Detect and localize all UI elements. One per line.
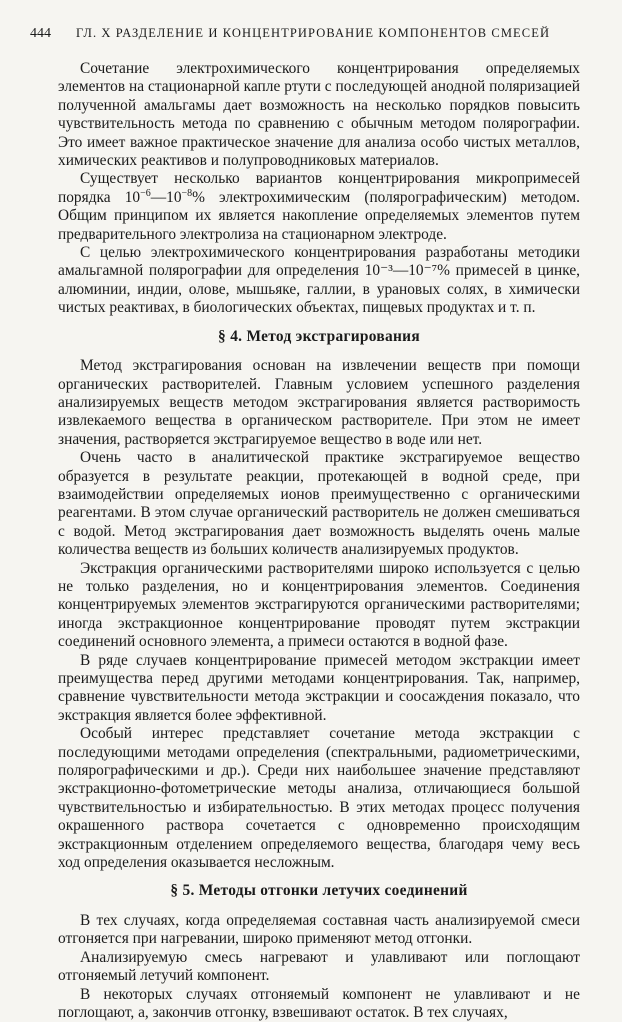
paragraph (58, 170, 580, 244)
paragraph: В некоторых случаях отгоняемый компонент не улавливают и не поглощают, а, закончив отгонку, взвешивают остаток. В тех случаях, (58, 986, 580, 1022)
exponent: −6 (140, 188, 151, 199)
text-run: —10 (151, 189, 182, 206)
paragraph: Очень часто в аналитической практике экстрагируемое вещество образуется в результате реакции, протекающей в водной среде, при взаимодействии определяемых ионов преимущественно с органическими реагентами. В этом случае органический растворитель не должен смешиваться с водой. Метод экстрагирования дает возможность выделять очень малые количества веществ из больших количеств анализируемых продуктов. (58, 449, 580, 559)
section-heading: § 4. Метод экстрагирования (58, 328, 580, 346)
exponent: −8 (182, 188, 193, 199)
paragraph: Сочетание электрохимического концентрирования определяемых элементов на стационарной капле ртути с последующей анодной поляризацией полученной амальгамы дает возможность на несколько порядков повысить чувствительность метода по сравнению с обычным методом полярографии. Это имеет важное практическое значение для анализа особо чистых металлов, химических реактивов и полупроводниковых материалов. (58, 60, 580, 170)
chapter-title: ГЛ. X РАЗДЕЛЕНИЕ И КОНЦЕНТРИРОВАНИЕ КОМПОНЕНТОВ СМЕСЕЙ (76, 26, 550, 41)
page-body (58, 60, 580, 1022)
paragraph: Особый интерес представляет сочетание метода экстракции с последующими методами определения (спектральными, радиометрическими, полярографическими и др.). Среди них наибольшее значение представляют экстракционно-фотометрические методы анализа, отличающиеся большой чувствительностью и избирательностью. В этих методах процесс получения окрашенного раствора сочетается с одновременно происходящим экстракционным отделением определяемого вещества, благодаря чему весь ход определения оказывается несложным. (58, 725, 580, 872)
paragraph: В ряде случаев концентрирование примесей методом экстракции имеет преимущества перед другими методами концентрирования. Так, например, сравнение чувствительности метода экстракции и соосаждения показало, что экстракция является более эффективной. (58, 652, 580, 726)
text-run: % электрохимическим (полярографическим) методом. Общим принципом их является накопление определяемых элементов путем предварительного электролиза на стационарном электроде. (58, 189, 580, 243)
section-heading: § 5. Методы отгонки летучих соединений (58, 882, 580, 900)
paragraph: Метод экстрагирования основан на извлечении веществ при помощи органических растворителей. Главным условием успешного разделения анализируемых веществ методом экстрагирования является растворимость извлекаемого вещества в органическом растворителе. При этом не имеет значения, растворяется экстрагируемое вещество в воде или нет. (58, 357, 580, 449)
page-number: 444 (30, 26, 76, 42)
paragraph: С целью электрохимического концентрирования разработаны методики амальгамной полярографии для определения 10⁻³—10⁻⁷% примесей в цинке, алюминии, индии, олове, мышьяке, галлии, в урановых солях, в химически чистых реактивах, в биологических объектах, пищевых продуктах и т. п. (58, 244, 580, 318)
running-header (30, 26, 582, 42)
paragraph: Экстракция органическими растворителями широко используется с целью не только разделения, но и концентрирования элементов. Соединения концентрируемых элементов экстрагируются органическими растворителями; иногда экстракционное концентрирование проводят путем экстракции соединений основного элемента, а примеси остаются в водной фазе. (58, 560, 580, 652)
text-run: Существует несколько вариантов концентрирования микропримесей порядка 10 (58, 170, 580, 205)
paragraph: Анализируемую смесь нагревают и улавливают или поглощают отгоняемый летучий компонент. (58, 949, 580, 986)
paragraph: В тех случаях, когда определяемая составная часть анализируемой смеси отгоняется при нагревании, широко применяют метод отгонки. (58, 912, 580, 949)
